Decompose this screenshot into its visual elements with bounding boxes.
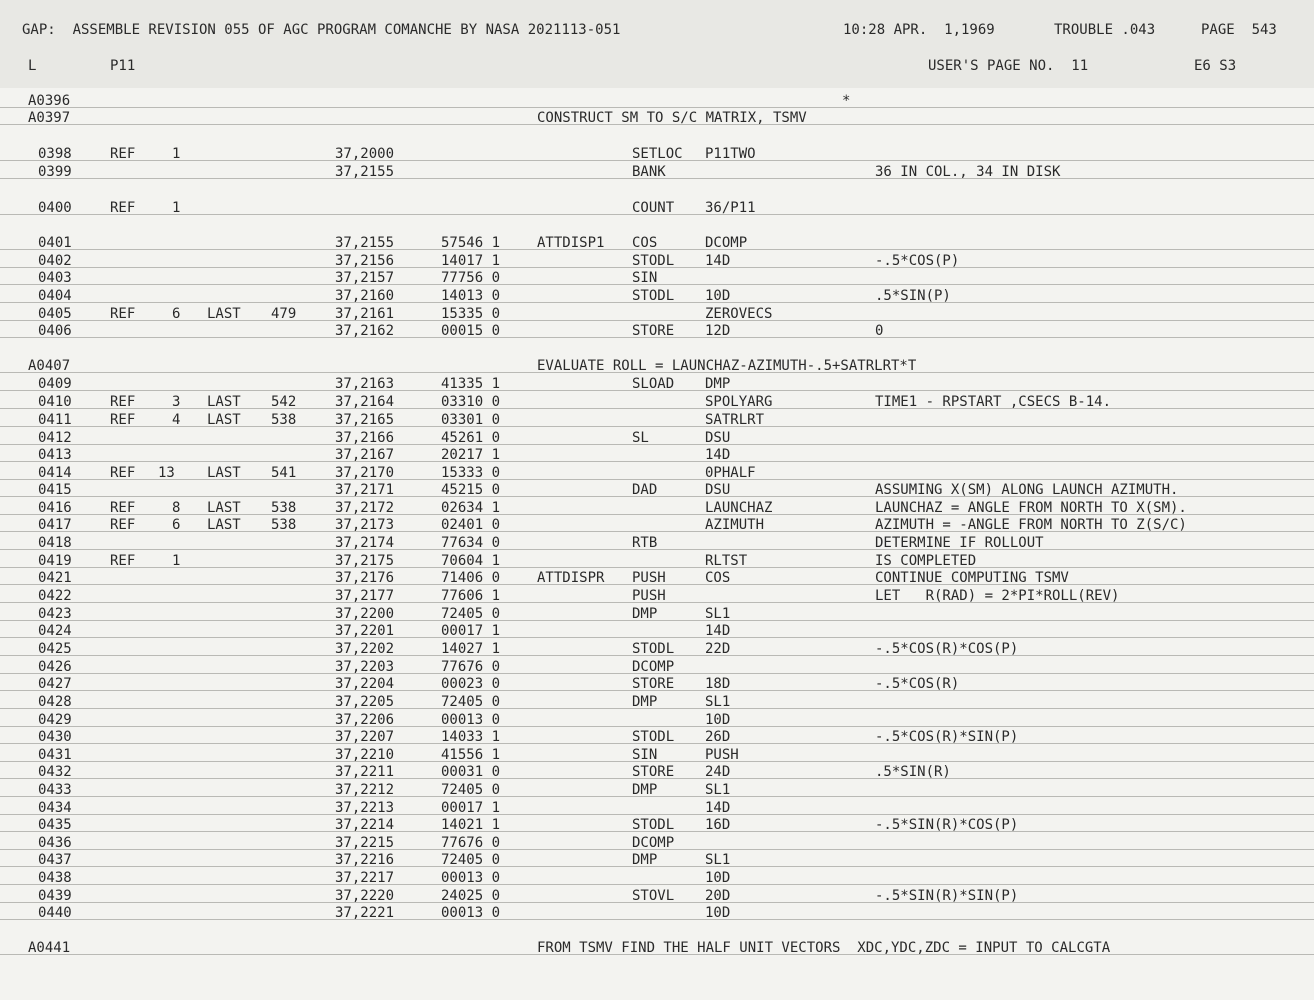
opcode: STOVL <box>632 888 675 904</box>
opcode: DAD <box>632 482 658 498</box>
bank-code: E6 S3 <box>1194 58 1237 74</box>
last-marker: LAST <box>207 412 241 428</box>
octal-word: 03301 0 <box>441 412 501 428</box>
symbol-label: ATTDISP1 <box>537 235 605 251</box>
block-comment: FROM TSMV FIND THE HALF UNIT VECTORS XDC,YDC,ZDC = INPUT TO CALCGTA <box>537 940 1111 956</box>
listing-subheader <box>0 57 1314 75</box>
ref-count: 6 <box>172 517 181 533</box>
opcode: SIN <box>632 747 658 763</box>
operand: 20D <box>705 888 731 904</box>
opcode: STODL <box>632 817 675 833</box>
octal-word: 77634 0 <box>441 535 501 551</box>
address: 37,2207 <box>335 729 395 745</box>
octal-word: 70604 1 <box>441 553 501 569</box>
paper-rule <box>0 284 1314 285</box>
remark: LET R(RAD) = 2*PI*ROLL(REV) <box>875 588 1120 604</box>
address: 37,2214 <box>335 817 395 833</box>
operand: LAUNCHAZ <box>705 500 773 516</box>
line-number: A0441 <box>28 940 71 956</box>
operand: AZIMUTH <box>705 517 765 533</box>
octal-word: 77606 1 <box>441 588 501 604</box>
address: 37,2217 <box>335 870 395 886</box>
operand: 14D <box>705 623 731 639</box>
address: 37,2201 <box>335 623 395 639</box>
line-number: 0402 <box>38 253 72 269</box>
address: 37,2167 <box>335 447 395 463</box>
operand: SL1 <box>705 782 731 798</box>
line-number: 0438 <box>38 870 72 886</box>
octal-word: 77676 0 <box>441 835 501 851</box>
line-number: A0396 <box>28 93 71 109</box>
paper-rule <box>0 655 1314 656</box>
operand: SL1 <box>705 852 731 868</box>
paper-rule <box>0 514 1314 515</box>
address: 37,2200 <box>335 606 395 622</box>
address: 37,2202 <box>335 641 395 657</box>
line-number: 0419 <box>38 553 72 569</box>
opcode: STORE <box>632 323 675 339</box>
block-comment: CONSTRUCT SM TO S/C MATRIX, TSMV <box>537 110 807 126</box>
address: 37,2163 <box>335 376 395 392</box>
opcode: STORE <box>632 764 675 780</box>
address: 37,2000 <box>335 146 395 162</box>
octal-word: 14017 1 <box>441 253 501 269</box>
address: 37,2161 <box>335 306 395 322</box>
operand: COS <box>705 570 731 586</box>
remark: -.5*COS(P) <box>875 253 960 269</box>
page-number: PAGE 543 <box>1201 22 1277 38</box>
trouble-count: TROUBLE .043 <box>1054 22 1156 38</box>
line-number: 0434 <box>38 800 72 816</box>
remark: -.5*COS(R) <box>875 676 960 692</box>
octal-word: 03310 0 <box>441 394 501 410</box>
last-page: 538 <box>271 412 297 428</box>
line-number: 0429 <box>38 712 72 728</box>
operand: SATRLRT <box>705 412 765 428</box>
paper-rule <box>0 107 1314 108</box>
address: 37,2165 <box>335 412 395 428</box>
address: 37,2170 <box>335 465 395 481</box>
octal-word: 00031 0 <box>441 764 501 780</box>
paper-rule <box>0 778 1314 779</box>
opcode: PUSH <box>632 588 666 604</box>
address: 37,2213 <box>335 800 395 816</box>
paper-rule <box>0 743 1314 744</box>
octal-word: 57546 1 <box>441 235 501 251</box>
remark: TIME1 - RPSTART ,CSECS B-14. <box>875 394 1112 410</box>
line-number: 0412 <box>38 430 72 446</box>
remark: .5*SIN(R) <box>875 764 951 780</box>
paper-rule <box>0 337 1314 338</box>
paper-rule <box>0 884 1314 885</box>
remark: DETERMINE IF ROLLOUT <box>875 535 1044 551</box>
address: 37,2212 <box>335 782 395 798</box>
paper-rule <box>0 461 1314 462</box>
line-number: A0397 <box>28 110 71 126</box>
paper-rule <box>0 496 1314 497</box>
opcode: SETLOC <box>632 146 683 162</box>
line-number: 0435 <box>38 817 72 833</box>
paper-rule <box>0 302 1314 303</box>
operand: 24D <box>705 764 731 780</box>
paper-rule <box>0 902 1314 903</box>
paper-rule <box>0 849 1314 850</box>
paper-rule <box>0 320 1314 321</box>
opcode: DMP <box>632 606 658 622</box>
paper-rule <box>0 831 1314 832</box>
paper-rule <box>0 708 1314 709</box>
octal-word: 41556 1 <box>441 747 501 763</box>
ref-count: 1 <box>172 146 181 162</box>
line-number: 0410 <box>38 394 72 410</box>
ref-marker: REF <box>110 146 136 162</box>
paper-rule <box>0 726 1314 727</box>
line-number: 0413 <box>38 447 72 463</box>
address: 37,2166 <box>335 430 395 446</box>
address: 37,2216 <box>335 852 395 868</box>
line-number: 0433 <box>38 782 72 798</box>
remark: 36 IN COL., 34 IN DISK <box>875 164 1061 180</box>
paper-rule <box>0 954 1314 955</box>
last-marker: LAST <box>207 306 241 322</box>
line-number: 0439 <box>38 888 72 904</box>
paper-rule <box>0 549 1314 550</box>
line-number: 0403 <box>38 270 72 286</box>
paper-rule <box>0 372 1314 373</box>
line-number: 0421 <box>38 570 72 586</box>
line-number: 0425 <box>38 641 72 657</box>
assembly-title: GAP: ASSEMBLE REVISION 055 OF AGC PROGRAM COMANCHE BY NASA 2021113-051 <box>22 22 621 38</box>
paper-rule <box>0 796 1314 797</box>
opcode: DCOMP <box>632 835 675 851</box>
address: 37,2164 <box>335 394 395 410</box>
operand: 10D <box>705 905 731 921</box>
operand: 12D <box>705 323 731 339</box>
line-number: 0427 <box>38 676 72 692</box>
paper-rule <box>0 444 1314 445</box>
line-number: 0432 <box>38 764 72 780</box>
operand: P11TWO <box>705 146 756 162</box>
paper-rule <box>0 637 1314 638</box>
opcode: DMP <box>632 852 658 868</box>
ref-count: 3 <box>172 394 181 410</box>
operand: 36/P11 <box>705 200 756 216</box>
opcode: STORE <box>632 676 675 692</box>
address: 37,2210 <box>335 747 395 763</box>
line-number: 0426 <box>38 659 72 675</box>
remark: -.5*COS(R)*SIN(P) <box>875 729 1019 745</box>
address: 37,2220 <box>335 888 395 904</box>
paper-rule <box>0 531 1314 532</box>
octal-word: 14013 0 <box>441 288 501 304</box>
address: 37,2203 <box>335 659 395 675</box>
paper-rule <box>0 426 1314 427</box>
ref-marker: REF <box>110 412 136 428</box>
octal-word: 20217 1 <box>441 447 501 463</box>
octal-word: 02401 0 <box>441 517 501 533</box>
line-number: 0431 <box>38 747 72 763</box>
octal-word: 00013 0 <box>441 870 501 886</box>
opcode: STODL <box>632 288 675 304</box>
address: 37,2221 <box>335 905 395 921</box>
address: 37,2215 <box>335 835 395 851</box>
line-number: 0415 <box>38 482 72 498</box>
address: 37,2205 <box>335 694 395 710</box>
line-number: 0424 <box>38 623 72 639</box>
octal-word: 72405 0 <box>441 852 501 868</box>
remark: LAUNCHAZ = ANGLE FROM NORTH TO X(SM). <box>875 500 1187 516</box>
octal-word: 45261 0 <box>441 430 501 446</box>
line-number: 0411 <box>38 412 72 428</box>
octal-word: 00023 0 <box>441 676 501 692</box>
line-number: 0440 <box>38 905 72 921</box>
operand: SL1 <box>705 606 731 622</box>
remark: -.5*SIN(R)*SIN(P) <box>875 888 1019 904</box>
octal-word: 14033 1 <box>441 729 501 745</box>
ref-marker: REF <box>110 200 136 216</box>
operand: DCOMP <box>705 235 748 251</box>
octal-word: 72405 0 <box>441 782 501 798</box>
ref-marker: REF <box>110 306 136 322</box>
line-number: 0423 <box>38 606 72 622</box>
paper-rule <box>0 390 1314 391</box>
paper-rule <box>0 124 1314 125</box>
address: 37,2177 <box>335 588 395 604</box>
remark: IS COMPLETED <box>875 553 977 569</box>
octal-word: 00017 1 <box>441 800 501 816</box>
paper-rule <box>0 673 1314 674</box>
paper-rule <box>0 620 1314 621</box>
paper-rule <box>0 567 1314 568</box>
remark: -.5*COS(R)*COS(P) <box>875 641 1019 657</box>
octal-word: 77756 0 <box>441 270 501 286</box>
line-number: A0407 <box>28 358 71 374</box>
last-page: 542 <box>271 394 297 410</box>
operand: 16D <box>705 817 731 833</box>
symbol-label: ATTDISPR <box>537 570 605 586</box>
opcode: DMP <box>632 782 658 798</box>
listing-header <box>0 21 1314 39</box>
line-number: 0406 <box>38 323 72 339</box>
opcode: BANK <box>632 164 666 180</box>
line-number: 0400 <box>38 200 72 216</box>
assembly-time: 10:28 APR. 1,1969 <box>843 22 995 38</box>
remark: .5*SIN(P) <box>875 288 951 304</box>
operand: DMP <box>705 376 731 392</box>
ref-count: 1 <box>172 553 181 569</box>
line-number: 0417 <box>38 517 72 533</box>
remark: 0 <box>875 323 884 339</box>
address: 37,2174 <box>335 535 395 551</box>
ref-count: 6 <box>172 306 181 322</box>
octal-word: 77676 0 <box>441 659 501 675</box>
ref-count: 1 <box>172 200 181 216</box>
line-number: 0401 <box>38 235 72 251</box>
ref-marker: REF <box>110 500 136 516</box>
paper-rule <box>0 249 1314 250</box>
operand: 0PHALF <box>705 465 756 481</box>
operand: 10D <box>705 288 731 304</box>
ref-marker: REF <box>110 465 136 481</box>
octal-word: 24025 0 <box>441 888 501 904</box>
octal-word: 15335 0 <box>441 306 501 322</box>
opcode: PUSH <box>632 570 666 586</box>
paper-rule <box>0 408 1314 409</box>
paper-rule <box>0 866 1314 867</box>
address: 37,2211 <box>335 764 395 780</box>
address: 37,2160 <box>335 288 395 304</box>
ref-count: 8 <box>172 500 181 516</box>
octal-word: 00013 0 <box>441 712 501 728</box>
octal-word: 72405 0 <box>441 694 501 710</box>
last-marker: LAST <box>207 394 241 410</box>
paper-rule <box>0 214 1314 215</box>
ref-marker: REF <box>110 517 136 533</box>
octal-word: 45215 0 <box>441 482 501 498</box>
address: 37,2156 <box>335 253 395 269</box>
line-number: 0428 <box>38 694 72 710</box>
last-page: 538 <box>271 517 297 533</box>
subheader-left: L <box>28 58 37 74</box>
paper-rule <box>0 761 1314 762</box>
line-number: 0430 <box>38 729 72 745</box>
ref-count: 4 <box>172 412 181 428</box>
address: 37,2155 <box>335 235 395 251</box>
opcode: SLOAD <box>632 376 675 392</box>
opcode: SL <box>632 430 649 446</box>
paper-rule <box>0 919 1314 920</box>
opcode: RTB <box>632 535 658 551</box>
opcode: COS <box>632 235 658 251</box>
users-page-number: USER'S PAGE NO. 11 <box>928 58 1089 74</box>
paper-rule <box>0 479 1314 480</box>
remark: AZIMUTH = -ANGLE FROM NORTH TO Z(S/C) <box>875 517 1187 533</box>
paper-rule <box>0 160 1314 161</box>
octal-word: 00013 0 <box>441 905 501 921</box>
operand: 22D <box>705 641 731 657</box>
last-marker: LAST <box>207 465 241 481</box>
operand: DSU <box>705 482 731 498</box>
octal-word: 15333 0 <box>441 465 501 481</box>
opcode: STODL <box>632 641 675 657</box>
operand: 18D <box>705 676 731 692</box>
opcode: STODL <box>632 253 675 269</box>
operand: ZEROVECS <box>705 306 773 322</box>
block-comment: EVALUATE ROLL = LAUNCHAZ-AZIMUTH-.5+SATRLRT*T <box>537 358 917 374</box>
line-number: 0404 <box>38 288 72 304</box>
operand: 14D <box>705 800 731 816</box>
opcode: SIN <box>632 270 658 286</box>
line-number: 0405 <box>38 306 72 322</box>
line-number: 0418 <box>38 535 72 551</box>
line-number: 0437 <box>38 852 72 868</box>
last-marker: LAST <box>207 517 241 533</box>
address: 37,2173 <box>335 517 395 533</box>
line-number: 0398 <box>38 146 72 162</box>
octal-word: 00015 0 <box>441 323 501 339</box>
opcode: DCOMP <box>632 659 675 675</box>
paper-rule <box>0 602 1314 603</box>
operand: 14D <box>705 447 731 463</box>
octal-word: 14021 1 <box>441 817 501 833</box>
paper-rule <box>0 584 1314 585</box>
paper-rule <box>0 814 1314 815</box>
operand: 10D <box>705 712 731 728</box>
address: 37,2204 <box>335 676 395 692</box>
opcode: STODL <box>632 729 675 745</box>
paper-rule <box>0 690 1314 691</box>
octal-word: 00017 1 <box>441 623 501 639</box>
paper-rule <box>0 178 1314 179</box>
octal-word: 14027 1 <box>441 641 501 657</box>
line-number: 0409 <box>38 376 72 392</box>
last-marker: LAST <box>207 500 241 516</box>
last-page: 479 <box>271 306 297 322</box>
remark: -.5*SIN(R)*COS(P) <box>875 817 1019 833</box>
line-number: 0414 <box>38 465 72 481</box>
ref-marker: REF <box>110 394 136 410</box>
opcode: COUNT <box>632 200 675 216</box>
address: 37,2155 <box>335 164 395 180</box>
line-number: 0422 <box>38 588 72 604</box>
ref-marker: REF <box>110 553 136 569</box>
paper-rule <box>0 267 1314 268</box>
operand: RLTST <box>705 553 748 569</box>
octal-word: 72405 0 <box>441 606 501 622</box>
address: 37,2172 <box>335 500 395 516</box>
operand: 26D <box>705 729 731 745</box>
address: 37,2175 <box>335 553 395 569</box>
last-page: 541 <box>271 465 297 481</box>
operand: DSU <box>705 430 731 446</box>
octal-word: 71406 0 <box>441 570 501 586</box>
address: 37,2176 <box>335 570 395 586</box>
line-number: 0416 <box>38 500 72 516</box>
remark: CONTINUE COMPUTING TSMV <box>875 570 1069 586</box>
address: 37,2206 <box>335 712 395 728</box>
address: 37,2157 <box>335 270 395 286</box>
remark: ASSUMING X(SM) ALONG LAUNCH AZIMUTH. <box>875 482 1179 498</box>
operand: SL1 <box>705 694 731 710</box>
operand: SPOLYARG <box>705 394 773 410</box>
ref-count: 13 <box>158 465 175 481</box>
operand: PUSH <box>705 747 739 763</box>
asterisk: * <box>842 93 851 109</box>
octal-word: 41335 1 <box>441 376 501 392</box>
last-page: 538 <box>271 500 297 516</box>
line-number: 0399 <box>38 164 72 180</box>
line-number: 0436 <box>38 835 72 851</box>
program-name: P11 <box>110 58 136 74</box>
operand: 10D <box>705 870 731 886</box>
address: 37,2171 <box>335 482 395 498</box>
address: 37,2162 <box>335 323 395 339</box>
operand: 14D <box>705 253 731 269</box>
opcode: DMP <box>632 694 658 710</box>
octal-word: 02634 1 <box>441 500 501 516</box>
